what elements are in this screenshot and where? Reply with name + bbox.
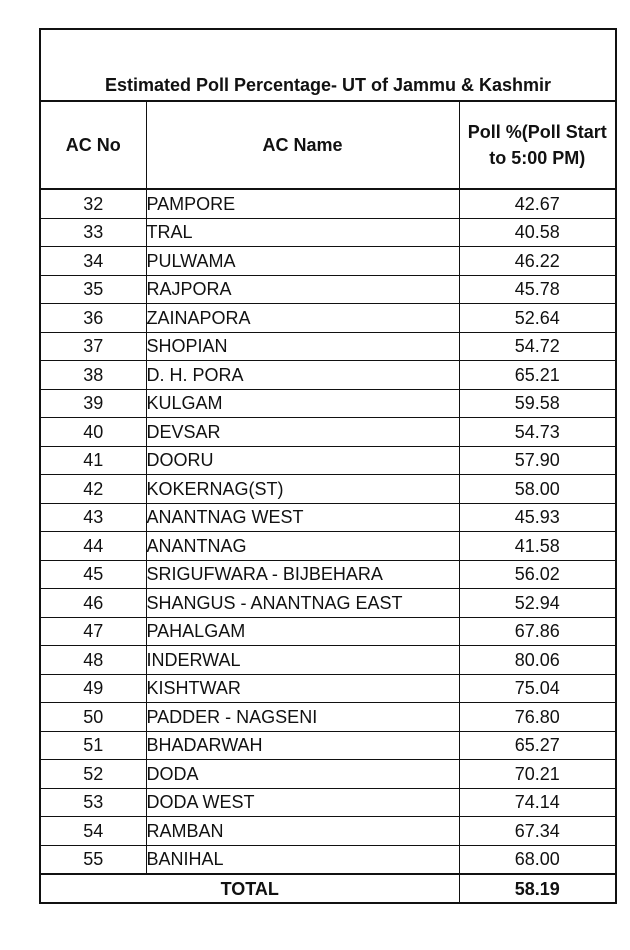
ac-number-cell: 42 xyxy=(40,475,146,504)
table-row xyxy=(40,304,616,333)
header-row xyxy=(40,101,616,189)
table-title: Estimated Poll Percentage- UT of Jammu & Kashmir xyxy=(40,29,616,101)
ac-number-cell: 51 xyxy=(40,731,146,760)
ac-number-cell: 40 xyxy=(40,418,146,447)
table-row xyxy=(40,646,616,675)
ac-name-cell: KULGAM xyxy=(146,389,459,418)
ac-name-cell: DOORU xyxy=(146,446,459,475)
poll-percent-cell: 74.14 xyxy=(459,788,616,817)
table-row xyxy=(40,845,616,874)
ac-name-cell: ANANTNAG xyxy=(146,532,459,561)
ac-number-cell: 55 xyxy=(40,845,146,874)
poll-percent-cell: 45.78 xyxy=(459,275,616,304)
poll-percent-cell: 42.67 xyxy=(459,189,616,218)
ac-number-cell: 53 xyxy=(40,788,146,817)
ac-number-cell: 46 xyxy=(40,589,146,618)
ac-name-cell: PADDER - NAGSENI xyxy=(146,703,459,732)
poll-percent-cell: 46.22 xyxy=(459,247,616,276)
ac-name-cell: DODA xyxy=(146,760,459,789)
ac-number-cell: 38 xyxy=(40,361,146,390)
ac-name-cell: SRIGUFWARA - BIJBEHARA xyxy=(146,560,459,589)
poll-percent-cell: 65.27 xyxy=(459,731,616,760)
table-row xyxy=(40,703,616,732)
table-row xyxy=(40,731,616,760)
poll-percent-cell: 75.04 xyxy=(459,674,616,703)
header-ac-no: AC No xyxy=(40,101,146,189)
table-row xyxy=(40,674,616,703)
ac-number-cell: 39 xyxy=(40,389,146,418)
poll-percent-cell: 59.58 xyxy=(459,389,616,418)
ac-number-cell: 43 xyxy=(40,503,146,532)
total-row xyxy=(40,874,616,903)
poll-percent-cell: 54.73 xyxy=(459,418,616,447)
ac-number-cell: 37 xyxy=(40,332,146,361)
ac-name-cell: INDERWAL xyxy=(146,646,459,675)
table-row xyxy=(40,788,616,817)
ac-name-cell: KISHTWAR xyxy=(146,674,459,703)
ac-number-cell: 49 xyxy=(40,674,146,703)
ac-number-cell: 41 xyxy=(40,446,146,475)
ac-number-cell: 44 xyxy=(40,532,146,561)
ac-name-cell: ANANTNAG WEST xyxy=(146,503,459,532)
ac-name-cell: SHANGUS - ANANTNAG EAST xyxy=(146,589,459,618)
ac-name-cell: DODA WEST xyxy=(146,788,459,817)
table-row xyxy=(40,503,616,532)
ac-name-cell: BANIHAL xyxy=(146,845,459,874)
poll-percent-cell: 41.58 xyxy=(459,532,616,561)
header-poll-percent xyxy=(459,101,616,189)
poll-percent-cell: 45.93 xyxy=(459,503,616,532)
table-row xyxy=(40,418,616,447)
ac-name-cell: BHADARWAH xyxy=(146,731,459,760)
poll-percent-cell: 76.80 xyxy=(459,703,616,732)
poll-percentage-table xyxy=(39,28,617,904)
table-row xyxy=(40,589,616,618)
ac-number-cell: 48 xyxy=(40,646,146,675)
poll-percent-cell: 57.90 xyxy=(459,446,616,475)
poll-percent-cell: 65.21 xyxy=(459,361,616,390)
table-row xyxy=(40,617,616,646)
ac-name-cell: ZAINAPORA xyxy=(146,304,459,333)
ac-name-cell: KOKERNAG(ST) xyxy=(146,475,459,504)
ac-name-cell: RAJPORA xyxy=(146,275,459,304)
poll-percent-cell: 67.34 xyxy=(459,817,616,846)
poll-percent-cell: 80.06 xyxy=(459,646,616,675)
ac-number-cell: 47 xyxy=(40,617,146,646)
table-row xyxy=(40,389,616,418)
table-row xyxy=(40,361,616,390)
title-row xyxy=(40,29,616,101)
ac-number-cell: 52 xyxy=(40,760,146,789)
poll-percent-cell: 54.72 xyxy=(459,332,616,361)
ac-number-cell: 45 xyxy=(40,560,146,589)
table-row xyxy=(40,332,616,361)
table-row xyxy=(40,189,616,218)
ac-number-cell: 36 xyxy=(40,304,146,333)
ac-number-cell: 50 xyxy=(40,703,146,732)
poll-percent-cell: 40.58 xyxy=(459,218,616,247)
table-row xyxy=(40,218,616,247)
ac-number-cell: 35 xyxy=(40,275,146,304)
table-row xyxy=(40,560,616,589)
total-label: TOTAL xyxy=(40,874,459,903)
poll-percent-cell: 58.00 xyxy=(459,475,616,504)
table-row xyxy=(40,760,616,789)
poll-percent-cell: 68.00 xyxy=(459,845,616,874)
ac-name-cell: PULWAMA xyxy=(146,247,459,276)
ac-name-cell: DEVSAR xyxy=(146,418,459,447)
poll-percent-cell: 52.64 xyxy=(459,304,616,333)
poll-percent-cell: 70.21 xyxy=(459,760,616,789)
table-row xyxy=(40,446,616,475)
table-row xyxy=(40,532,616,561)
ac-name-cell: SHOPIAN xyxy=(146,332,459,361)
total-value: 58.19 xyxy=(459,874,616,903)
ac-number-cell: 32 xyxy=(40,189,146,218)
header-ac-name: AC Name xyxy=(146,101,459,189)
table-row xyxy=(40,817,616,846)
header-poll-line1: Poll %(Poll Start xyxy=(467,121,607,142)
ac-name-cell: TRAL xyxy=(146,218,459,247)
poll-percent-cell: 52.94 xyxy=(459,589,616,618)
ac-name-cell: PAHALGAM xyxy=(146,617,459,646)
ac-number-cell: 33 xyxy=(40,218,146,247)
ac-name-cell: PAMPORE xyxy=(146,189,459,218)
poll-percent-cell: 56.02 xyxy=(459,560,616,589)
ac-number-cell: 54 xyxy=(40,817,146,846)
poll-percent-cell: 67.86 xyxy=(459,617,616,646)
ac-name-cell: D. H. PORA xyxy=(146,361,459,390)
ac-name-cell: RAMBAN xyxy=(146,817,459,846)
table-row xyxy=(40,247,616,276)
table-row xyxy=(40,275,616,304)
ac-number-cell: 34 xyxy=(40,247,146,276)
header-poll-line2: to 5:00 PM) xyxy=(489,148,586,168)
table-row xyxy=(40,475,616,504)
